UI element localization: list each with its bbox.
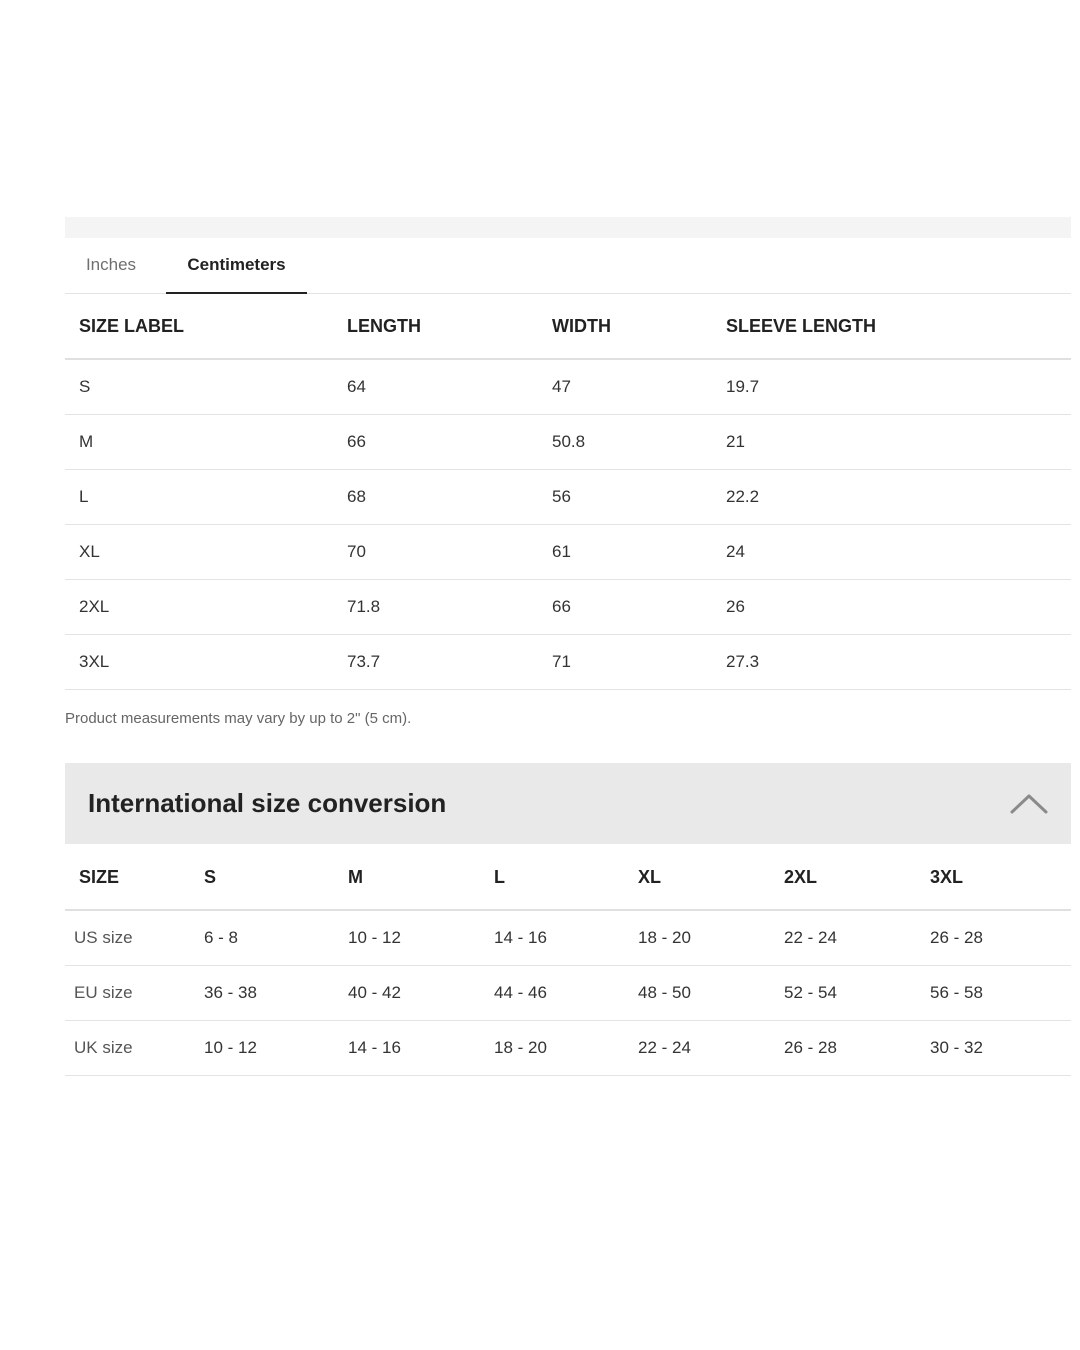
table-row bbox=[65, 1021, 1071, 1076]
size-table bbox=[65, 294, 1071, 690]
size-label-cell: M bbox=[65, 415, 347, 470]
column-header-width: WIDTH bbox=[552, 294, 726, 359]
width-cell: 66 bbox=[552, 580, 726, 635]
tab-inches[interactable]: Inches bbox=[85, 255, 137, 274]
length-cell: 68 bbox=[347, 470, 552, 525]
sleeve-length-cell: 24 bbox=[726, 525, 1071, 580]
region-label-cell: EU size bbox=[65, 966, 204, 1021]
measurement-note: Product measurements may vary by up to 2" (5 cm). bbox=[65, 710, 412, 727]
width-cell: 71 bbox=[552, 635, 726, 690]
conversion-cell: 22 - 24 bbox=[784, 910, 930, 966]
table-row bbox=[65, 966, 1071, 1021]
width-cell: 47 bbox=[552, 359, 726, 415]
length-cell: 71.8 bbox=[347, 580, 552, 635]
conversion-cell: 18 - 20 bbox=[494, 1021, 638, 1076]
panel-top-strip bbox=[65, 217, 1071, 238]
length-cell: 73.7 bbox=[347, 635, 552, 690]
width-cell: 56 bbox=[552, 470, 726, 525]
size-label-cell: L bbox=[65, 470, 347, 525]
column-header-size-label: SIZE LABEL bbox=[65, 294, 347, 359]
conversion-cell: 48 - 50 bbox=[638, 966, 784, 1021]
size-table-header-row bbox=[65, 294, 1071, 359]
size-label-cell: S bbox=[65, 359, 347, 415]
conversion-table bbox=[65, 845, 1071, 1076]
size-label-cell: 2XL bbox=[65, 580, 347, 635]
chevron-up-icon[interactable] bbox=[1009, 791, 1049, 815]
column-header-sleeve-length: SLEEVE LENGTH bbox=[726, 294, 1071, 359]
sleeve-length-cell: 27.3 bbox=[726, 635, 1071, 690]
conversion-cell: 44 - 46 bbox=[494, 966, 638, 1021]
column-header-xl: XL bbox=[638, 845, 784, 910]
conversion-cell: 6 - 8 bbox=[204, 910, 348, 966]
conversion-accordion-header[interactable] bbox=[65, 763, 1071, 844]
conversion-title: International size conversion bbox=[88, 788, 447, 818]
sleeve-length-cell: 19.7 bbox=[726, 359, 1071, 415]
column-header-s: S bbox=[204, 845, 348, 910]
column-header-l: L bbox=[494, 845, 638, 910]
sleeve-length-cell: 21 bbox=[726, 415, 1071, 470]
table-row bbox=[65, 525, 1071, 580]
width-cell: 61 bbox=[552, 525, 726, 580]
conversion-cell: 18 - 20 bbox=[638, 910, 784, 966]
column-header-2xl: 2XL bbox=[784, 845, 930, 910]
conversion-cell: 22 - 24 bbox=[638, 1021, 784, 1076]
size-label-cell: 3XL bbox=[65, 635, 347, 690]
sleeve-length-cell: 26 bbox=[726, 580, 1071, 635]
conversion-cell: 14 - 16 bbox=[348, 1021, 494, 1076]
conversion-cell: 40 - 42 bbox=[348, 966, 494, 1021]
conversion-cell: 26 - 28 bbox=[784, 1021, 930, 1076]
table-row bbox=[65, 580, 1071, 635]
size-label-cell: XL bbox=[65, 525, 347, 580]
column-header-m: M bbox=[348, 845, 494, 910]
conversion-table-container bbox=[65, 845, 1071, 1076]
conversion-cell: 52 - 54 bbox=[784, 966, 930, 1021]
column-header-size: SIZE bbox=[65, 845, 204, 910]
conversion-cell: 30 - 32 bbox=[930, 1021, 1071, 1076]
table-row bbox=[65, 635, 1071, 690]
column-header-3xl: 3XL bbox=[930, 845, 1071, 910]
conversion-cell: 36 - 38 bbox=[204, 966, 348, 1021]
conversion-cell: 14 - 16 bbox=[494, 910, 638, 966]
width-cell: 50.8 bbox=[552, 415, 726, 470]
conversion-cell: 26 - 28 bbox=[930, 910, 1071, 966]
conversion-cell: 56 - 58 bbox=[930, 966, 1071, 1021]
conversion-cell: 10 - 12 bbox=[204, 1021, 348, 1076]
table-row bbox=[65, 359, 1071, 415]
sleeve-length-cell: 22.2 bbox=[726, 470, 1071, 525]
table-row bbox=[65, 910, 1071, 966]
length-cell: 66 bbox=[347, 415, 552, 470]
table-row bbox=[65, 470, 1071, 525]
table-row bbox=[65, 415, 1071, 470]
tab-centimeters[interactable]: Centimeters bbox=[166, 238, 307, 293]
unit-tabs bbox=[65, 238, 1071, 294]
region-label-cell: UK size bbox=[65, 1021, 204, 1076]
length-cell: 64 bbox=[347, 359, 552, 415]
conversion-header-row bbox=[65, 845, 1071, 910]
conversion-cell: 10 - 12 bbox=[348, 910, 494, 966]
size-chart-panel bbox=[65, 217, 1071, 690]
region-label-cell: US size bbox=[65, 910, 204, 966]
column-header-length: LENGTH bbox=[347, 294, 552, 359]
length-cell: 70 bbox=[347, 525, 552, 580]
